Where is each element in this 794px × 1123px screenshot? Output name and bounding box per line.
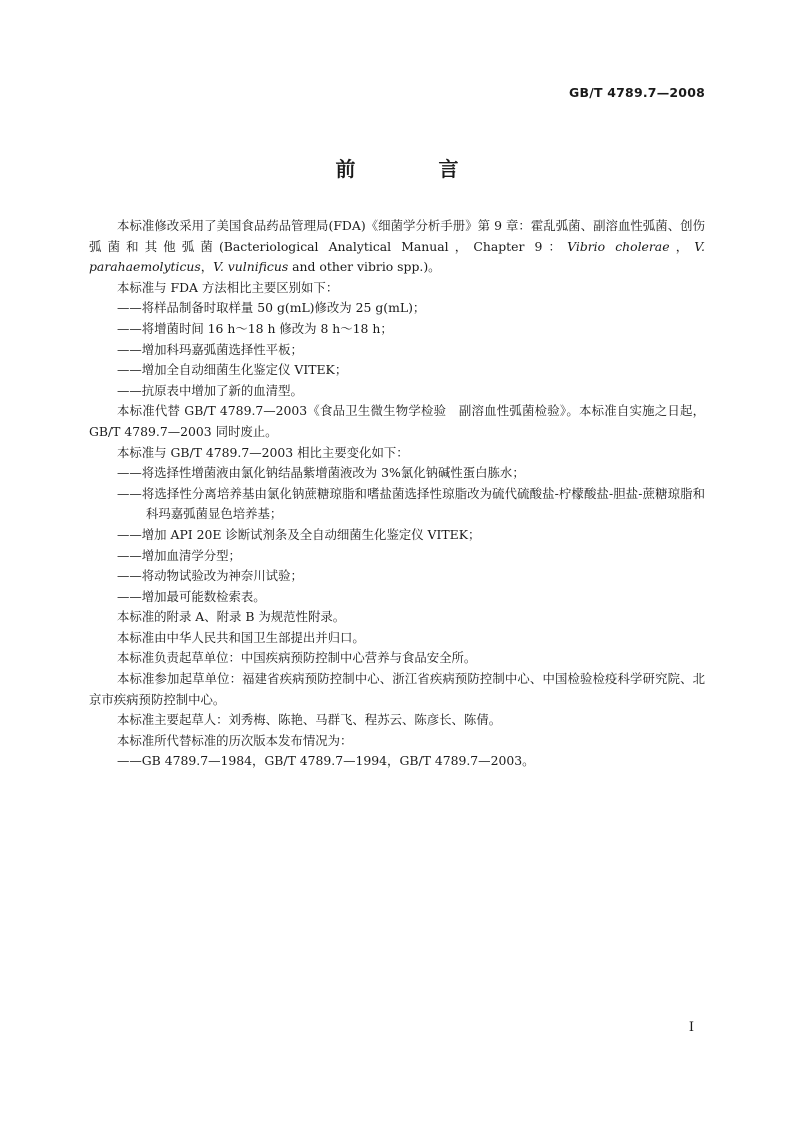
changes-intro: 本标准与 GB/T 4789.7—2003 相比主要变化如下： — [117, 444, 409, 460]
list-item: ——将样品制备时取样量 50 g(mL)修改为 25 g(mL)； — [117, 300, 426, 316]
page-number: I — [688, 1020, 694, 1035]
history-intro: 本标准所代替标准的历次版本发布情况为： — [117, 732, 353, 748]
list-item: ——增加科玛嘉弧菌选择性平板； — [117, 341, 303, 357]
species-parahaemolyticus: V. parahaemolyticus — [89, 238, 706, 275]
proposer-paragraph: 本标准由中华人民共和国卫生部提出并归口。 — [117, 629, 365, 645]
drafters-paragraph: 本标准主要起草人：刘秀梅、陈艳、马群飞、程苏云、陈彦长、陈倩。 — [117, 712, 502, 728]
drafting-unit-paragraph: 本标准负责起草单位：中国疾病预防控制中心营养与食品安全所。 — [117, 650, 477, 666]
list-item: ——将动物试验改为神奈川试验； — [117, 568, 303, 584]
replacement-paragraph: 本标准代替 GB/T 4789.7—2003《食品卫生微生物学检验 副溶血性弧菌检验》。本标准自实施之日起，GB/T 4789.7—2003 同时废止。 — [89, 403, 705, 439]
fda-differences-intro: 本标准与 FDA 方法相比主要区别如下： — [117, 279, 339, 295]
foreword-body — [89, 216, 705, 772]
list-item: ——GB 4789.7—1984，GB/T 4789.7—1994，GB/T 4789.7—2003。 — [117, 753, 535, 769]
standard-number: GB/T 4789.7—2008 — [569, 85, 705, 100]
list-item: ——抗原表中增加了新的血清型。 — [117, 382, 303, 398]
separator: ， — [669, 238, 695, 254]
appendix-paragraph: 本标准的附录 A、附录 B 为规范性附录。 — [117, 609, 346, 625]
adoption-text: 本标准修改采用了美国食品药品管理局(FDA)《细菌学分析手册》第 9 章：霍乱弧菌、副溶血性弧菌、创伤弧菌和其他弧菌(Bacteriological Analytical Manual，Chapter 9： — [89, 218, 705, 254]
list-item: ——将选择性分离培养基由氯化钠蔗糖琼脂和嗜盐菌选择性琼脂改为硫代硫酸盐-柠檬酸盐-胆盐-蔗糖琼脂和科玛嘉弧菌显色培养基； — [117, 485, 705, 522]
list-item: ——增加血清学分型； — [117, 547, 241, 563]
list-item: ——将增菌时间 16 h～18 h 修改为 8 h～18 h； — [117, 320, 393, 336]
separator: ， — [200, 259, 214, 275]
list-item: ——增加 API 20E 诊断试剂条及全自动细菌生化鉴定仪 VITEK； — [117, 526, 481, 542]
participating-units-paragraph: 本标准参加起草单位：福建省疾病预防控制中心、浙江省疾病预防控制中心、中国检验检疫科学研究院、北京市疾病预防控制中心。 — [89, 671, 705, 707]
adoption-text-end: and other vibrio spp.)。 — [288, 259, 441, 275]
list-item: ——增加全自动细菌生化鉴定仪 VITEK； — [117, 362, 348, 378]
page-title: 前 言 — [335, 157, 497, 181]
list-item: ——增加最可能数检索表。 — [117, 588, 266, 604]
list-item: ——将选择性增菌液由氯化钠结晶紫增菌液改为 3%氯化钠碱性蛋白胨水； — [117, 465, 525, 481]
species-vulnificus: V. vulnificus — [213, 259, 289, 275]
species-cholerae: Vibrio cholerae — [567, 238, 670, 254]
adoption-paragraph — [89, 216, 705, 278]
